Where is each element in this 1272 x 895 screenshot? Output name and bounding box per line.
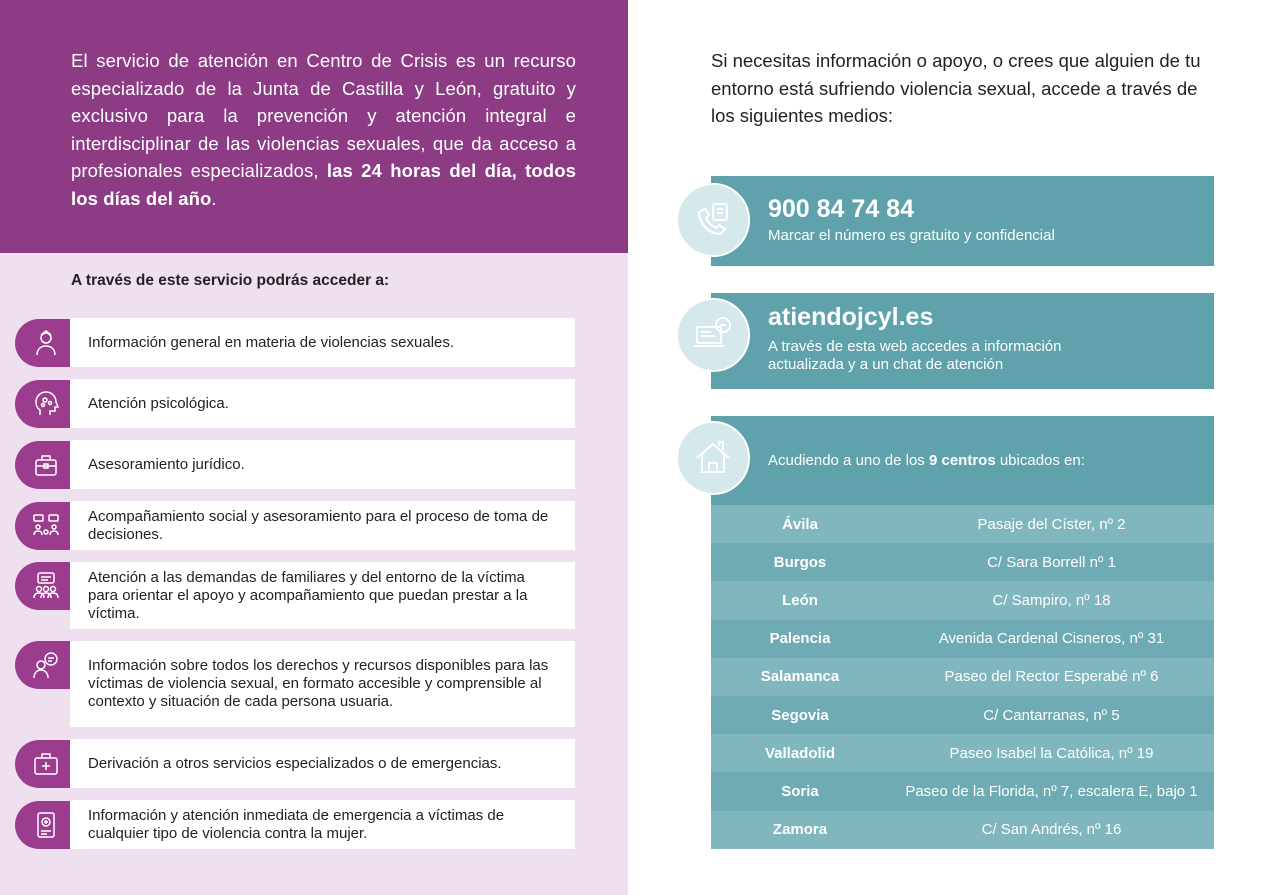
service-label: Derivación a otros servicios especializados o de emergencias. xyxy=(70,739,575,788)
centers-table xyxy=(711,505,1214,849)
center-city: Burgos xyxy=(773,553,827,571)
phone-note: Marcar el número es gratuito y confidencial xyxy=(768,227,1055,244)
center-city: Salamanca xyxy=(760,668,840,686)
center-row xyxy=(711,772,1214,810)
head-mind-icon xyxy=(15,380,71,428)
service-label: Información y atención inmediata de emergencia a víctimas de cualquier tipo de violencia contra la mujer. xyxy=(70,800,575,849)
emergency-document-icon xyxy=(15,801,71,849)
centers-intro xyxy=(768,452,1085,469)
center-city: Segovia xyxy=(771,706,829,724)
center-address: Paseo de la Florida, nº 7, escalera E, bajo 1 xyxy=(905,782,1198,800)
service-item xyxy=(15,379,575,428)
centers-post: ubicados en: xyxy=(999,452,1085,469)
service-item xyxy=(15,739,575,788)
service-item xyxy=(15,800,575,849)
family-chat-icon xyxy=(15,562,71,610)
service-label: Atención a las demandas de familiares y del entorno de la víctima para orientar el apoyo y acompañamiento que puedan prestar a la víctima. xyxy=(70,562,575,629)
contact-intro: Si necesitas información o apoyo, o crees que alguien de tu entorno está sufriendo violencia sexual, accede a través de los siguientes medios: xyxy=(711,50,1201,126)
center-address: Avenida Cardenal Cisneros, nº 31 xyxy=(938,630,1165,648)
center-address: Paseo del Rector Esperabé nº 6 xyxy=(944,668,1159,686)
intro-paragraph xyxy=(71,47,576,212)
center-address: C/ Sampiro, nº 18 xyxy=(992,591,1111,609)
group-decision-icon xyxy=(15,502,71,550)
service-item xyxy=(15,641,575,727)
centers-box xyxy=(711,416,1214,505)
service-item xyxy=(15,440,575,489)
web-note: A través de esta web accedes a información actualizada y a un chat de atención xyxy=(768,338,1062,373)
center-city: Valladolid xyxy=(764,744,836,762)
first-aid-kit-icon xyxy=(15,740,71,788)
center-address: Pasaje del Císter, nº 2 xyxy=(977,515,1126,533)
laptop-chat-icon xyxy=(676,298,750,372)
center-address: C/ Cantarranas, nº 5 xyxy=(983,706,1120,724)
web-link[interactable]: atiendojcyl.es xyxy=(768,303,934,331)
center-city: Palencia xyxy=(769,630,831,648)
services-title: A través de este servicio podrás acceder a: xyxy=(71,272,390,289)
house-icon xyxy=(676,421,750,495)
service-label: Información general en materia de violencias sexuales. xyxy=(70,318,575,367)
phone-icon xyxy=(676,183,750,257)
center-address: C/ Sara Borrell nº 1 xyxy=(987,553,1116,571)
phone-box xyxy=(711,176,1214,266)
center-row xyxy=(711,734,1214,772)
service-label: Acompañamiento social y asesoramiento para el proceso de toma de decisiones. xyxy=(70,501,575,550)
center-row xyxy=(711,696,1214,734)
center-row xyxy=(711,811,1214,849)
intro-text: El servicio de atención en Centro de Crisis es un recurso especializado de la Junta de Castilla y León, gratuito y exclusivo para la prevención y atención integral e interdisciplinar de las violencias sexuales, que da acceso a profesionales especializados, xyxy=(71,50,576,181)
briefcase-icon xyxy=(15,441,71,489)
web-box xyxy=(711,293,1214,389)
center-city: Zamora xyxy=(772,821,828,839)
phone-number[interactable]: 900 84 74 84 xyxy=(768,195,914,223)
center-row xyxy=(711,505,1214,543)
center-row xyxy=(711,658,1214,696)
person-info-icon xyxy=(15,319,71,367)
service-label: Información sobre todos los derechos y recursos disponibles para las víctimas de violencia sexual, en formato accesible y comprensible al contexto y situación de cada persona usuaria. xyxy=(70,641,575,727)
center-city: León xyxy=(782,591,818,609)
center-row xyxy=(711,543,1214,581)
intro-bold: las 24 horas del día, todos los días del año xyxy=(71,160,576,209)
service-label: Asesoramiento jurídico. xyxy=(70,440,575,489)
center-row xyxy=(711,620,1214,658)
intro-banner xyxy=(0,0,628,253)
person-speech-icon xyxy=(15,641,71,689)
center-address: C/ San Andrés, nº 16 xyxy=(981,821,1122,839)
service-item xyxy=(15,318,575,367)
service-item xyxy=(15,501,575,550)
service-item xyxy=(15,562,575,629)
centers-pre: Acudiendo a uno de los xyxy=(768,452,925,469)
service-label: Atención psicológica. xyxy=(70,379,575,428)
centers-count: 9 centros xyxy=(928,452,996,469)
intro-end: . xyxy=(211,187,217,209)
center-address: Paseo Isabel la Católica, nº 19 xyxy=(949,744,1154,762)
center-row xyxy=(711,581,1214,619)
center-city: Ávila xyxy=(782,515,818,533)
center-city: Soria xyxy=(781,782,819,800)
left-panel xyxy=(0,0,628,895)
